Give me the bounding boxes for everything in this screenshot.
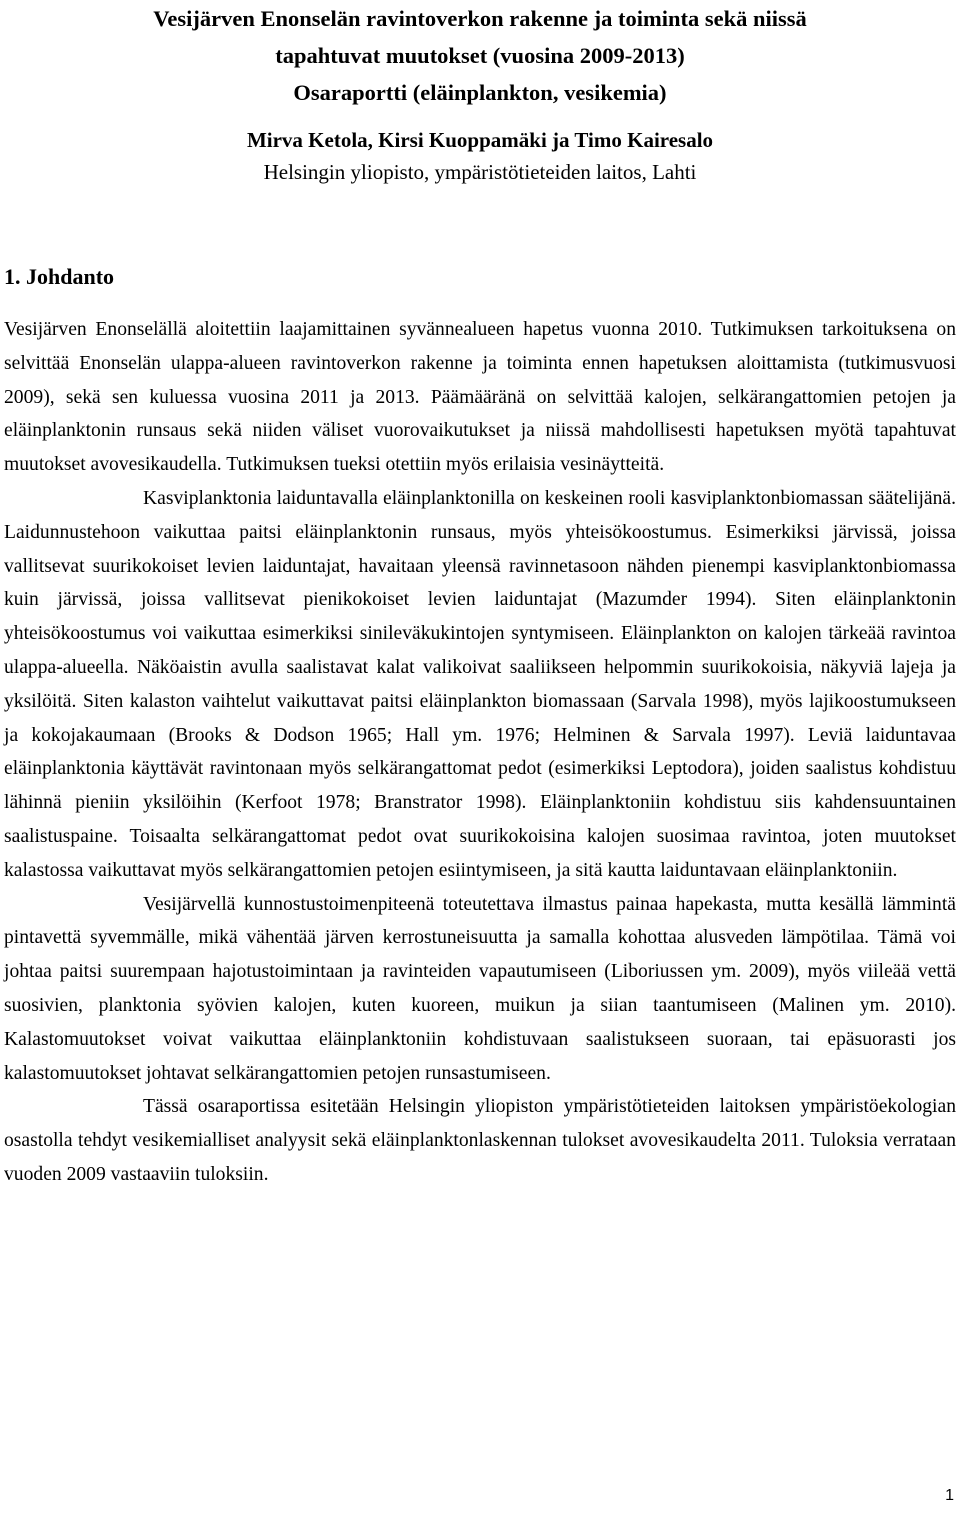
- section-heading: 1. Johdanto: [4, 264, 115, 289]
- title-block: [0, 0, 960, 111]
- paragraph-3: Vesijärvellä kunnostustoimenpiteenä toteutettava ilmastus painaa hapekasta, mutta kesällä lämmintä pintavettä syvemmälle, mikä vähentää järven kerrostuneisuutta ja samalla kohottaa alusveden lämpötilaa. Tämä voi johtaa paitsi suurempaan hajotustoimintaan ja ravinteiden vapautumiseen (Liboriussen ym. 2009), myös viileää vettä suosivien, planktonia syövien kalojen, kuten kuoreen, muikun ja siian taantumiseen (Malinen ym. 2010). Kalastomuutokset voivat vaikuttaa eläinplanktoniin kohdistuvaan saalistukseen suoraan, tai epäsuorasti jos kalastomuutokset johtavat selkärangattomien petojen runsastumiseen.: [4, 893, 956, 1084]
- author-affiliation: Helsingin yliopisto, ympäristötieteiden laitos, Lahti: [263, 160, 697, 184]
- page-number: 1: [945, 1487, 954, 1504]
- paragraph-2: Kasviplanktonia laiduntavalla eläinplanktonilla on keskeinen rooli kasviplanktonbiomassan säätelijänä. Laidunnustehoon vaikuttaa paitsi eläinplanktonin runsaus, myös yhteisökoostumus. Esimerkiksi järvissä, joissa vallitsevat suurikokoiset levien laiduntajat, havaitaan yleensä ravinnetasoon nähden pienempi kasviplanktonbiomassa kuin järvissä, joissa vallitsevat pienikokoiset levien laiduntajat (Mazumder 1994). Siten eläinplanktonin yhteisökoostumus voi vaikuttaa esimerkiksi sinileväkukintojen syntymiseen. Eläinplankton on kalojen tärkeää ravintoa ulappa-alueella. Näköaistin avulla saalistavat kalat valikoivat saaliikseen helpommin suurikokoisia, näkyviä lajeja ja yksilöitä. Siten kalaston vaihtelut vaikuttavat paitsi eläinplankton biomassaan (Sarvala 1998), myös lajikoostumukseen ja kokojakaumaan (Brooks & Dodson 1965; Hall ym. 1976; Helminen & Sarvala 1997). Leviä laiduntavaa eläinplanktonia käyttävät ravintonaan myös selkärangattomat pedot (esimerkiksi Leptodora), joiden saalistus kohdistuu lähinnä pieniin yksilöihin (Kerfoot 1978; Branstrator 1998). Eläinplanktoniin kohdistuu siis kahdensuuntainen saalistuspaine. Toisaalta selkärangattomat pedot ovat suurikokoisina kalojen suosimaa ravintoa, joten muutokset kalastossa vaikuttavat myös selkärangattomien petojen esiintymiseen, ja sitä kautta laiduntavaan eläinplanktoniin.: [4, 487, 956, 881]
- document-title-line-1: Vesijärven Enonselän ravintoverkon rakenne ja toiminta sekä niissä: [153, 6, 807, 31]
- author-block: [0, 124, 960, 188]
- author-names: Mirva Ketola, Kirsi Kuoppamäki ja Timo Kairesalo: [246, 128, 714, 152]
- document-title-line-2: tapahtuvat muutokset (vuosina 2009-2013): [275, 43, 685, 68]
- document-subtitle: Osaraportti (eläinplankton, vesikemia): [293, 80, 667, 105]
- body-text: [4, 313, 956, 1192]
- paragraph-4: Tässä osaraportissa esitetään Helsingin yliopiston ympäristötieteiden laitoksen ympäristöekologian osastolla tehdyt vesikemialliset analyysit sekä eläinplanktonlaskennan tulokset avovesikaudelta 2011. Tuloksia verrataan vuoden 2009 vastaaviin tuloksiin.: [4, 1096, 956, 1185]
- paragraph-1: Vesijärven Enonselällä aloitettiin laajamittainen syvännealueen hapetus vuonna 2010. Tutkimuksen tarkoituksena on selvittää Enonselän ulappa-alueen ravintoverkon rakenne ja toiminta ennen hapetuksen aloittamista (tutkimusvuosi 2009), sekä sen kuluessa vuosina 2011 ja 2013. Päämääränä on selvittää kalojen, selkärangattomien petojen ja eläinplanktonin runsaus sekä niiden väliset vuorovaikutukset ja niissä mahdollisesti hapetuksen myötä tapahtuvat muutokset avovesikaudella. Tutkimuksen tueksi otettiin myös erilaisia vesinäytteitä.: [4, 319, 956, 476]
